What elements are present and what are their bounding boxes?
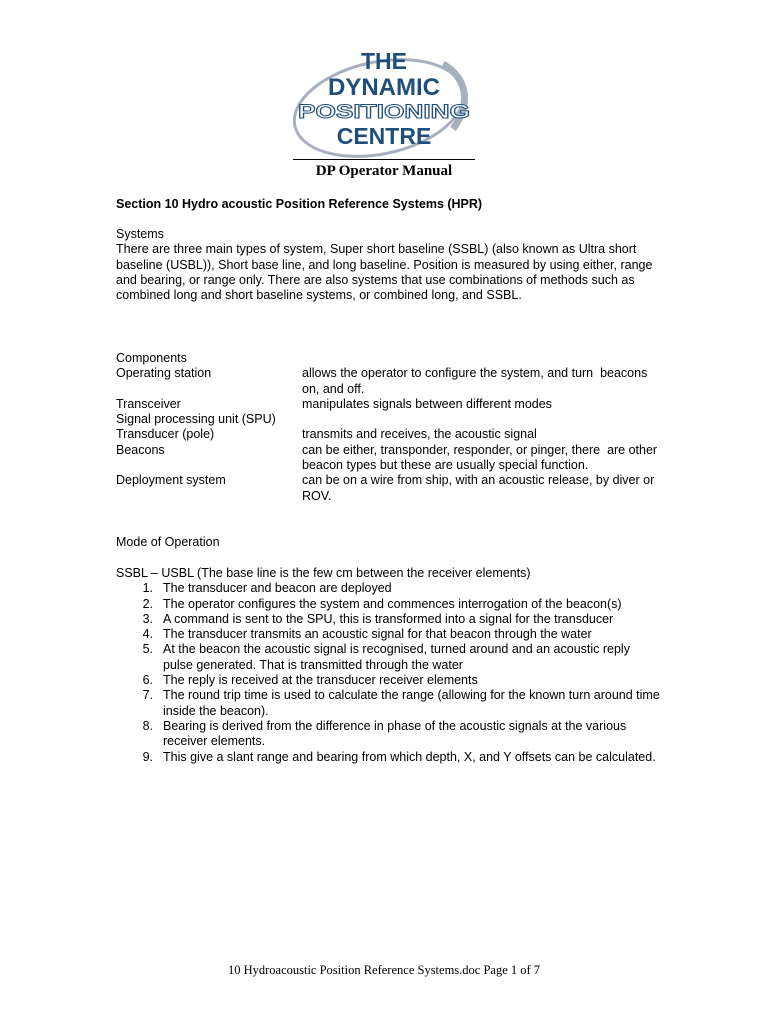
step-number: 4. (142, 627, 153, 642)
step-text: The round trip time is used to calculate the range (allowing for the known turn around time inside the beacon). (163, 688, 660, 718)
step-number: 8. (142, 718, 153, 733)
step-text: At the beacon the acoustic signal is recognised, turned around and an acoustic reply pulse generated. That is transmitted through the water (163, 642, 630, 672)
step-number: 6. (142, 673, 153, 688)
step-text: The transducer transmits an acoustic signal for that beacon through the water (163, 627, 592, 642)
ssbl-section (116, 566, 676, 765)
title-rule (293, 159, 475, 160)
list-item (116, 750, 676, 765)
list-item (116, 719, 676, 750)
logo-line-centre: CENTRE (336, 123, 432, 149)
list-item (116, 688, 676, 719)
component-term: Operating station (116, 366, 212, 381)
step-text: This give a slant range and bearing from which depth, X, and Y offsets can be calculated. (163, 749, 656, 764)
component-term: Transducer (pole) (116, 427, 215, 442)
page-footer: 10 Hydroacoustic Position Reference Systems.doc Page 1 of 7 (227, 963, 541, 977)
step-text: The transducer and beacon are deployed (163, 581, 392, 596)
component-desc: manipulates signals between different modes (302, 396, 552, 411)
logo-line-positioning: POSITIONING (298, 102, 470, 123)
component-term: Beacons (116, 442, 165, 457)
components-heading: Components (116, 351, 187, 365)
logo-line-the: THE (361, 48, 407, 74)
step-text: The reply is received at the transducer receiver elements (163, 673, 478, 688)
step-number: 5. (142, 642, 153, 657)
list-item (116, 581, 676, 596)
component-desc: transmits and receives, the acoustic signal (302, 427, 537, 442)
list-item (116, 627, 676, 642)
mode-heading: Mode of Operation (116, 535, 220, 549)
list-item (116, 612, 676, 627)
component-term: Signal processing unit (SPU) (116, 412, 276, 427)
component-row (116, 397, 676, 412)
list-item (116, 597, 676, 612)
component-desc: can be on a wire from ship, with an acoustic release, by diver or ROV. (302, 473, 655, 503)
manual-title: DP Operator Manual (315, 163, 453, 179)
step-number: 7. (142, 688, 153, 703)
systems-heading: Systems (116, 227, 164, 241)
component-row (116, 473, 676, 504)
list-item (116, 673, 676, 688)
step-text: The operator configures the system and commences interrogation of the beacon(s) (163, 596, 622, 611)
section-title: Section 10 Hydro acoustic Position Reference Systems (HPR) (116, 197, 483, 211)
logo-graphic (293, 44, 475, 158)
component-row (116, 412, 676, 427)
component-desc: can be either, transponder, responder, or pinger, there are other beacon types but these are usually special function. (302, 442, 658, 473)
list-item (116, 642, 676, 673)
component-row (116, 366, 676, 397)
step-text: A command is sent to the SPU, this is transformed into a signal for the transducer (163, 611, 614, 626)
components-section (116, 351, 676, 504)
step-number: 9. (142, 749, 153, 764)
step-text: Bearing is derived from the difference in phase of the acoustic signals at the various receiver elements. (163, 718, 627, 749)
step-number: 2. (142, 596, 153, 611)
component-desc (302, 412, 662, 427)
step-number: 3. (142, 611, 153, 626)
logo-line-dynamic: DYNAMIC (328, 74, 440, 101)
company-logo (293, 44, 475, 158)
systems-section (116, 227, 656, 303)
component-desc: allows the operator to configure the system, and turn beacons on, and off. (302, 366, 648, 396)
ssbl-intro: SSBL – USBL (The base line is the few cm between the receiver elements) (116, 566, 531, 580)
component-term: Transceiver (116, 396, 181, 411)
component-row (116, 427, 676, 442)
component-term: Deployment system (116, 473, 226, 488)
systems-paragraph: There are three main types of system, Super short baseline (SSBL) (also known as Ultra short baseline (USBL)), Short base line, and long baseline. Position is measured by using either, range and bearing, or range only. There are also systems that use combinations of methods such as combined long and short baseline systems, or combined long, and SSBL. (116, 242, 653, 303)
component-row (116, 443, 676, 474)
ssbl-steps-list (116, 581, 676, 765)
step-number: 1. (142, 581, 153, 596)
